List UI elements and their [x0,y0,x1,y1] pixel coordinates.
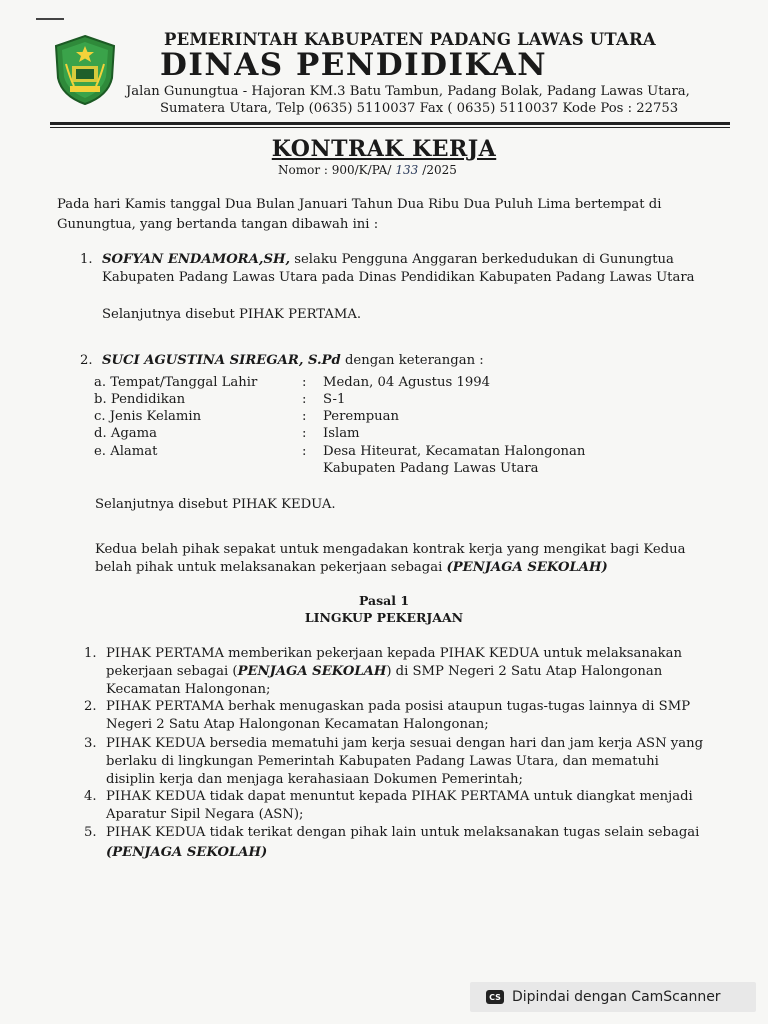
pasal-item-text: ) di SMP Negeri 2 Satu Atap Halongonan [386,664,663,679]
pasal-heading: LINGKUP PEKERJAAN [304,610,464,625]
party-1-name: SOFYAN ENDAMORA,SH, [102,252,291,267]
pasal-item-2 [84,698,690,716]
party-1-role: selaku Pengguna Anggaran berkedudukan di Gunungtua [290,252,674,267]
regency-emblem-icon [52,34,118,106]
document-number-prefix: Nomor : 900/K/PA/ [278,163,392,177]
document-number-suffix: /2025 [422,163,457,177]
detail-key: e. Alamat [94,444,158,459]
agreement-text: belah pihak untuk melaksanakan pekerjaan sebagai [95,560,447,575]
letterhead-rule [50,122,730,125]
camscanner-logo-icon: CS [486,990,504,1004]
pasal-item-4 [84,788,693,806]
pasal-item-3-line-3: disiplin kerja dan menjaga kerahasiaan Dokumen Pemerintah; [106,772,523,787]
pasal-item-number: 4. [84,789,97,804]
pasal-item-text: PIHAK KEDUA bersedia mematuhi jam kerja sesuai dengan hari dan jam kerja ASN yang [106,736,704,751]
pasal-item-3-line-2: berlaku di lingkungan Pemerintah Kabupaten Padang Lawas Utara, dan mematuhi [106,754,659,769]
detail-key: a. Tempat/Tanggal Lahir [94,375,258,390]
party-2-intro: dengan keterangan : [340,353,484,368]
pasal-item-1-line-3: Kecamatan Halongonan; [106,682,271,697]
detail-value: Perempuan [323,409,399,424]
pasal-item-text: PIHAK KEDUA tidak terikat dengan pihak lain untuk melaksanakan tugas selain sebagai [106,825,700,840]
pasal-item-4-line-2: Aparatur Sipil Negara (ASN); [106,807,304,822]
detail-value-cont: Kabupaten Padang Lawas Utara [323,461,539,476]
pasal-item-text: PIHAK KEDUA tidak dapat menuntut kepada PIHAK PERTAMA untuk diangkat menjadi [106,789,693,804]
pasal-item-2-line-2: Negeri 2 Satu Atap Halongonan Kecamatan Halongonan; [106,717,489,732]
detail-value: Medan, 04 Agustus 1994 [323,375,491,390]
detail-value: Islam [323,426,360,441]
party-1-line-2: Kabupaten Padang Lawas Utara pada Dinas Pendidikan Kabupaten Padang Lawas Utara [102,270,695,285]
detail-key: d. Agama [94,426,158,441]
pasal-item-text: PIHAK PERTAMA memberikan pekerjaan kepada PIHAK KEDUA untuk melaksanakan [106,646,683,661]
pasal-item-number: 3. [84,736,97,751]
pasal-item-5-line-2 [106,844,267,862]
pasal-item-5 [84,824,699,842]
pasal-item-job-title: (PENJAGA SEKOLAH) [106,845,268,860]
pasal-item-number: 2. [84,699,97,714]
pasal-item-number: 1. [84,646,97,661]
pasal-item-number: 5. [84,825,97,840]
pasal-item-3 [84,735,703,753]
agreement-job-title: (PENJAGA SEKOLAH) [446,560,608,575]
camscanner-watermark [470,982,756,1012]
pasal-item-text: pekerjaan sebagai ( [106,664,238,679]
detail-colon: : [302,375,307,390]
detail-value: Desa Hiteurat, Kecamatan Halongonan [323,444,586,459]
detail-key: c. Jenis Kelamin [94,409,202,424]
camscanner-text: Dipindai dengan CamScanner [512,989,721,1005]
document-number-handwritten: 133 [395,163,419,177]
agreement-line-1: Kedua belah pihak sepakat untuk mengadakan kontrak kerja yang mengikat bagi Kedua [95,542,686,557]
document-number [278,163,457,177]
detail-colon: : [302,444,307,459]
opening-line-2: Gunungtua, yang bertanda tangan dibawah ini : [57,217,379,232]
address-line-2: Sumatera Utara, Telp (0635) 5110037 Fax ( 0635) 5110037 Kode Pos : 22753 [160,101,679,116]
party-2-designation: Selanjutnya disebut PIHAK KEDUA. [95,497,336,512]
document-title: KONTRAK KERJA [271,136,497,162]
agreement-line-2 [95,559,608,577]
detail-key: b. Pendidikan [94,392,186,407]
detail-value: S-1 [323,392,346,407]
pasal-number: Pasal 1 [358,593,410,608]
opening-line-1: Pada hari Kamis tanggal Dua Bulan Januari Tahun Dua Ribu Dua Puluh Lima bertempat di [57,197,662,212]
party-1-number: 1. [80,252,93,267]
detail-colon: : [302,409,307,424]
detail-colon: : [302,426,307,441]
party-1-line-1 [80,251,674,269]
party-2-line-1 [80,352,484,370]
agency-name: DINAS PENDIDIKAN [160,47,548,83]
scan-mark [36,18,64,20]
detail-colon: : [302,392,307,407]
pasal-item-1 [84,645,682,663]
letterhead-rule-thin [50,127,730,128]
address-line-1: Jalan Gunungtua - Hajoran KM.3 Batu Tambun, Padang Bolak, Padang Lawas Utara, [126,84,690,99]
pasal-item-1-line-2 [106,663,662,681]
party-2-number: 2. [80,353,93,368]
pasal-item-text: PIHAK PERTAMA berhak menugaskan pada posisi ataupun tugas-tugas lainnya di SMP [106,699,691,714]
pasal-item-job-title: PENJAGA SEKOLAH [237,664,387,679]
party-2-name: SUCI AGUSTINA SIREGAR, S.Pd [102,353,341,368]
government-name: PEMERINTAH KABUPATEN PADANG LAWAS UTARA [164,30,656,49]
party-1-designation: Selanjutnya disebut PIHAK PERTAMA. [102,307,362,322]
